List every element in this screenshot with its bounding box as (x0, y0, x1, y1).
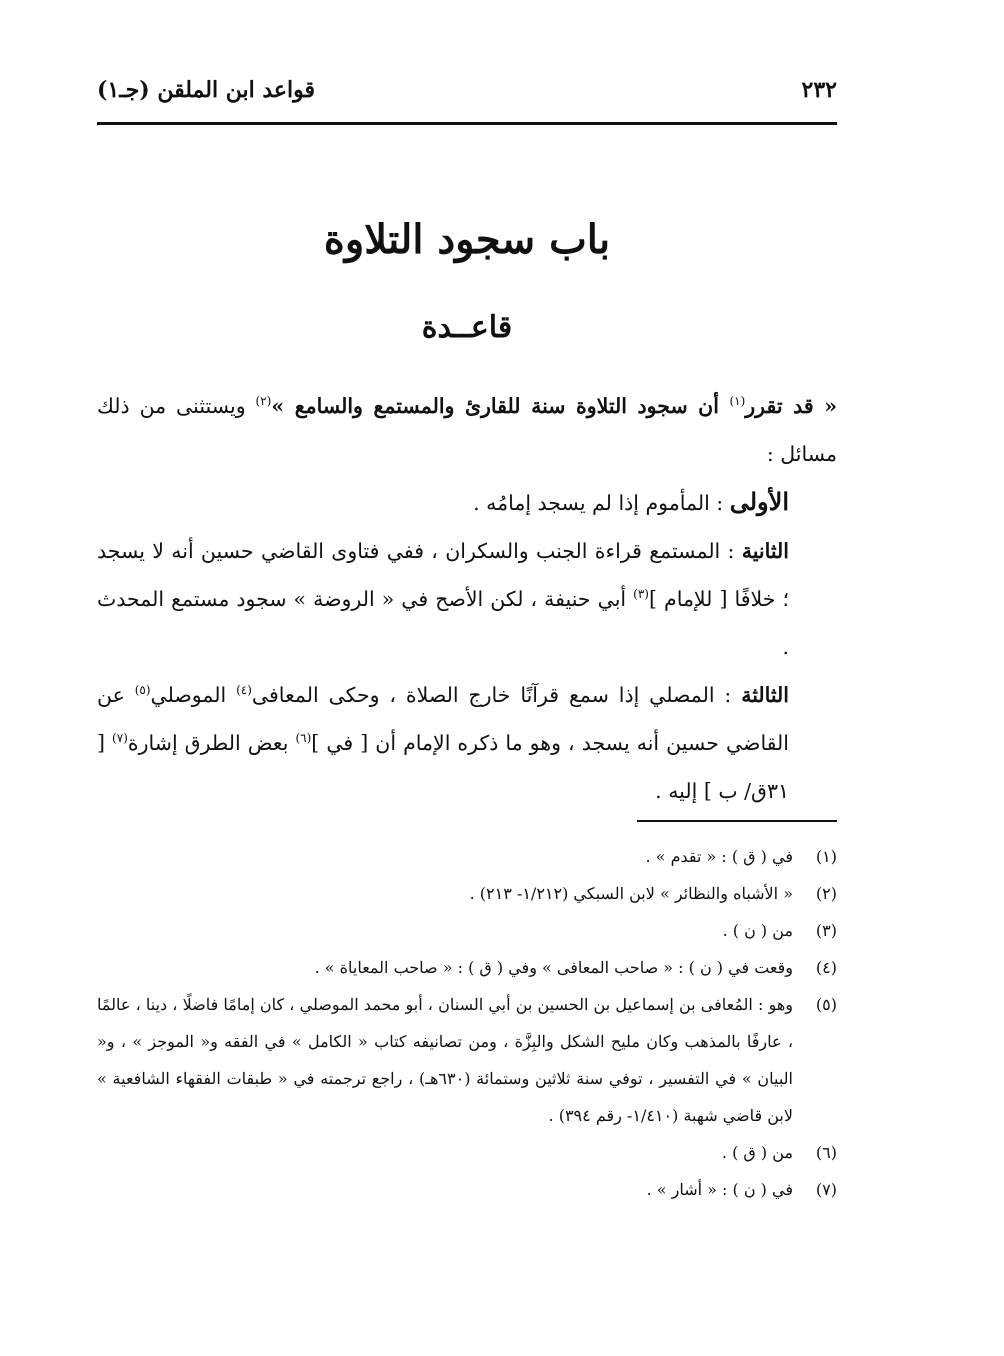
footnote-number: (٥) (815, 995, 837, 1014)
footnote-marker-4[interactable]: (٤) (236, 683, 252, 698)
case-label-first: الأولى (729, 487, 789, 516)
footnote-item (97, 1171, 837, 1208)
paragraph-rule-statement (97, 382, 837, 478)
case-text-third-d: بعض الطرق إشارة (127, 731, 296, 755)
footnote-marker-7[interactable]: (٧) (112, 731, 128, 746)
section-title: قاعــدة (421, 310, 513, 345)
quoted-rule-open: « قد تقرر (745, 394, 838, 418)
case-text-third-b: الموصلي (150, 683, 237, 707)
footnote-text: « الأشباه والنظائر » لابن السبكي (١/٢١٢- ٢١٣) . (469, 884, 793, 903)
footnote-number: (١) (815, 847, 837, 866)
case-label-second: الثانية (741, 539, 789, 563)
footnote-marker-2[interactable]: (٢) (255, 394, 272, 409)
footnote-marker-5[interactable]: (٥) (134, 683, 151, 698)
footnote-text: من ( ن ) . (722, 921, 793, 940)
header-rule (97, 122, 837, 125)
case-text-third-e: [ ٣١ق/ ب ] إليه . (97, 731, 789, 803)
quoted-rule-rest: أن سجود التلاوة سنة للقارئ والمستمع والسامع » (271, 394, 730, 418)
case-text-third-c: عن القاضي حسين أنه يسجد ، وهو ما ذكره الإمام أن [ في ] (97, 683, 789, 755)
footnote-item (97, 1134, 837, 1171)
case-label-third: الثالثة (741, 683, 789, 707)
footnote-item (97, 949, 837, 986)
paragraph-third-case (97, 671, 837, 815)
footnote-text: من ( ق ) . (721, 1143, 793, 1162)
footnote-item (97, 986, 837, 1134)
case-text-second-b: أبي حنيفة ، لكن الأصح في « الروضة » سجود مستمع المحدث . (97, 587, 789, 659)
footnote-text: في ( ق ) : « تقدم » . (645, 847, 793, 866)
footnote-item (97, 838, 837, 875)
case-text-third-a: : المصلي إذا سمع قرآنًا خارج الصلاة ، وحكى المعافى (251, 683, 742, 707)
footnote-separator (637, 820, 837, 822)
paragraph-first-case (97, 478, 837, 527)
rule-continuation: ويستثنى من ذلك مسائل : (97, 394, 837, 466)
footnotes (97, 838, 837, 1208)
footnote-marker-6[interactable]: (٦) (295, 731, 312, 746)
running-header (97, 72, 837, 108)
footnote-text: في ( ن ) : « أشار » . (646, 1180, 793, 1199)
main-text (97, 382, 837, 815)
case-text-first: : المأموم إذا لم يسجد إمامُه . (473, 491, 730, 515)
case-text-second-a: : المستمع قراءة الجنب والسكران ، ففي فتاوى القاضي حسين أنه لا يسجد ؛ خلافًا [ للإمام ] (97, 539, 789, 611)
footnote-number: (٤) (815, 958, 837, 977)
footnote-text: وقعت في ( ن ) : « صاحب المعافى » وفي ( ق ) : « صاحب المعاياة » . (314, 958, 793, 977)
chapter-title: باب سجود التلاوة (323, 216, 611, 263)
footnote-number: (٣) (815, 921, 837, 940)
footnote-number: (٦) (815, 1143, 837, 1162)
page-number: ٢٣٢ (801, 77, 837, 103)
footnote-item (97, 875, 837, 912)
footnote-item (97, 912, 837, 949)
footnote-number: (٢) (815, 884, 837, 903)
paragraph-second-case (97, 527, 837, 671)
running-title: قواعد ابن الملقن (جـ١) (97, 77, 316, 103)
footnote-marker-3[interactable]: (٣) (633, 587, 649, 602)
footnote-marker-1[interactable]: (١) (729, 394, 746, 409)
footnote-text: وهو : المُعافى بن إسماعيل بن الحسين بن أبي السنان ، أبو محمد الموصلي ، كان إمامًا فاضلًا ، دينا ، عالمًا ، عارفًا بالمذهب وكان مليح الشكل والبِزَّة ، ومن تصانيفه كتاب « الكامل » في الفقه و« الموجز » ، و« البيان » في التفسير ، توفي سنة ثلاثين وستمائة (٦٣٠هـ) ، راجع ترجمته في « طبقات الفقهاء الشافعية » لابن قاضي شهبة (١/٤١٠- رقم ٣٩٤) . (97, 995, 794, 1125)
footnote-number: (٧) (815, 1180, 837, 1199)
